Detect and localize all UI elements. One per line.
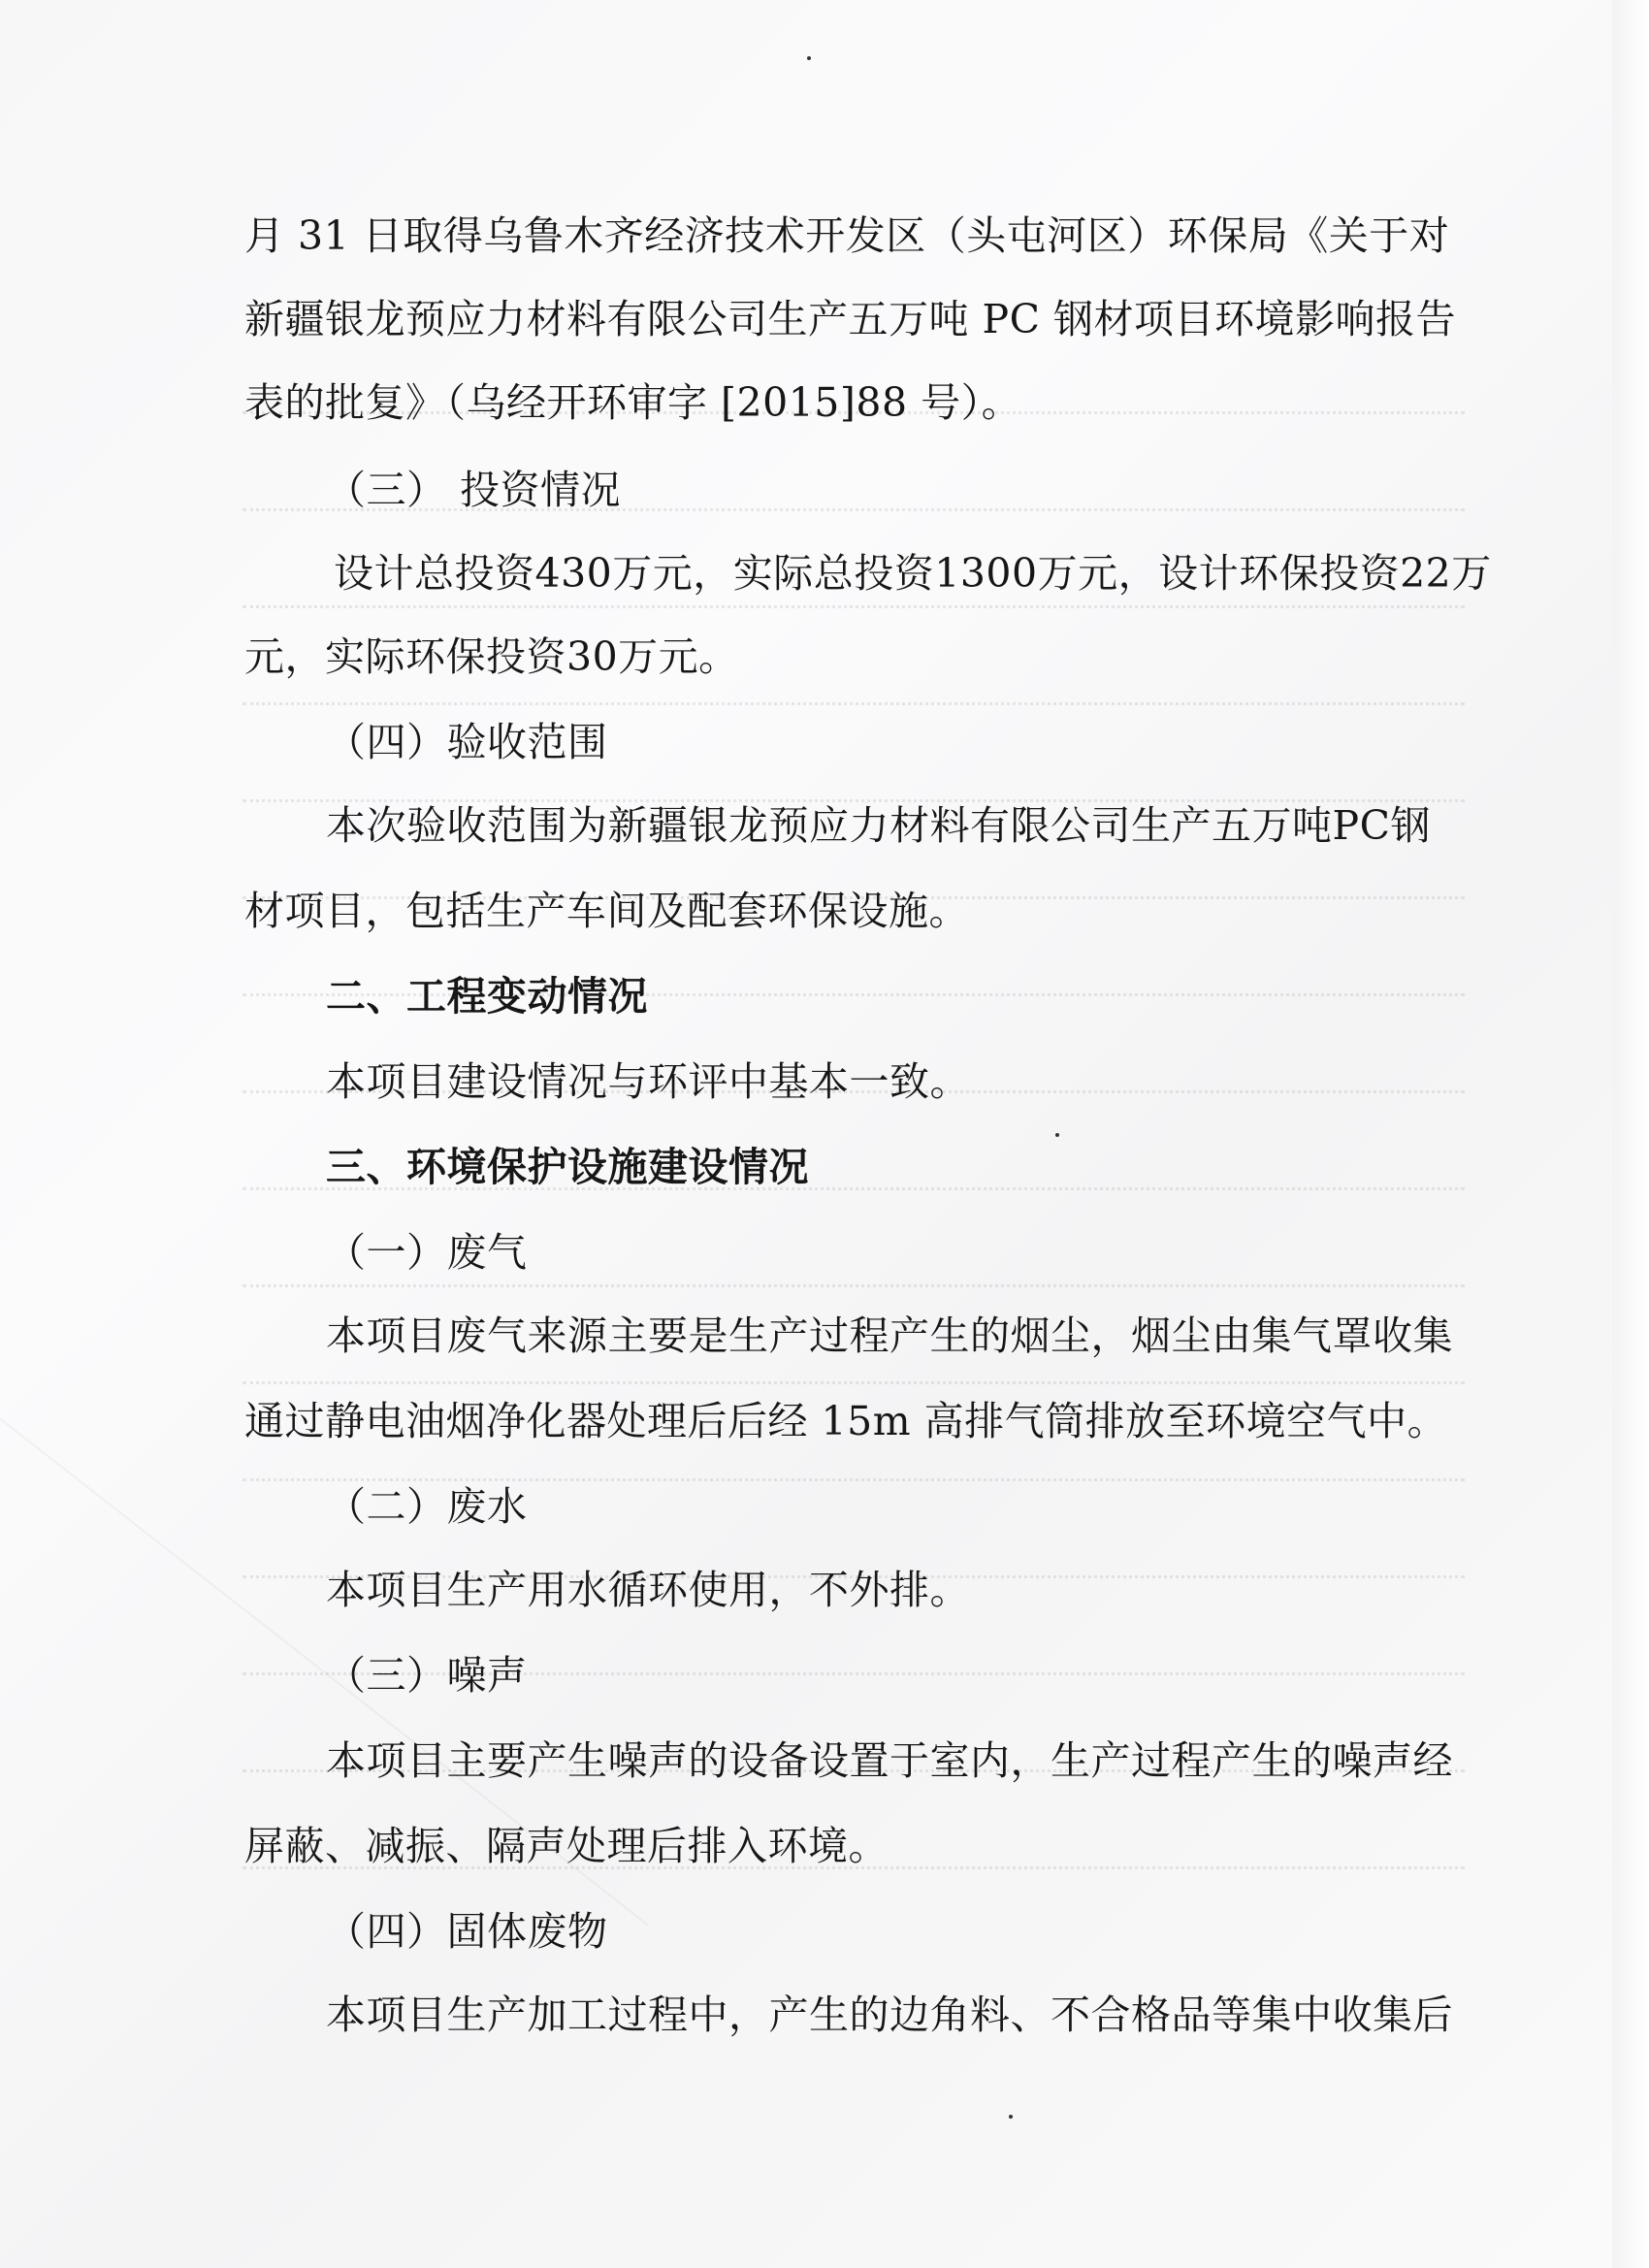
chapter-heading: 二、工程变动情况 (326, 973, 648, 1020)
body-line: 材项目，包括生产车间及配套环保设施。 (244, 888, 969, 934)
page-edge-shadow (1612, 0, 1649, 2268)
section-heading: （一）废气 (326, 1229, 528, 1276)
body-line: 元，实际环保投资30万元。 (244, 633, 739, 680)
body-line: 本项目主要产生噪声的设备设置于室内，生产过程产生的噪声经 (326, 1737, 1453, 1784)
body-line: 本项目生产加工过程中，产生的边角料、不合格品等集中收集后 (326, 1992, 1453, 2038)
section-heading: （四）固体废物 (326, 1908, 608, 1955)
scan-speck (1055, 1133, 1059, 1137)
body-line: 本项目废气来源主要是生产过程产生的烟尘，烟尘由集气罩收集 (326, 1312, 1453, 1359)
body-line: 新疆银龙预应力材料有限公司生产五万吨 PC 钢材项目环境影响报告 (244, 296, 1457, 342)
body-line: 通过静电油烟净化器处理后后经 15m 高排气筒排放至环境空气中。 (244, 1398, 1448, 1444)
body-line: 屏蔽、减振、隔声处理后排入环境。 (244, 1823, 889, 1869)
scan-speck (1009, 2115, 1013, 2119)
scan-speck (807, 56, 811, 60)
body-line: 设计总投资430万元，实际总投资1300万元，设计环保投资22万 (334, 550, 1492, 597)
section-heading: （三）噪声 (326, 1652, 528, 1699)
body-line: 表的批复》（乌经开环审字 [2015]88 号）。 (244, 379, 1022, 426)
body-line: 月 31 日取得乌鲁木齐经济技术开发区（头屯河区）环保局《关于对 (244, 212, 1450, 259)
body-line: 本次验收范围为新疆银龙预应力材料有限公司生产五万吨PC钢 (326, 802, 1431, 849)
section-heading: （二）废水 (326, 1483, 528, 1530)
section-heading: （三） 投资情况 (326, 467, 622, 513)
chapter-heading: 三、环境保护设施建设情况 (326, 1144, 809, 1190)
body-line: 本项目生产用水循环使用，不外排。 (326, 1567, 970, 1613)
section-heading: （四）验收范围 (326, 719, 608, 765)
body-line: 本项目建设情况与环评中基本一致。 (326, 1058, 970, 1105)
